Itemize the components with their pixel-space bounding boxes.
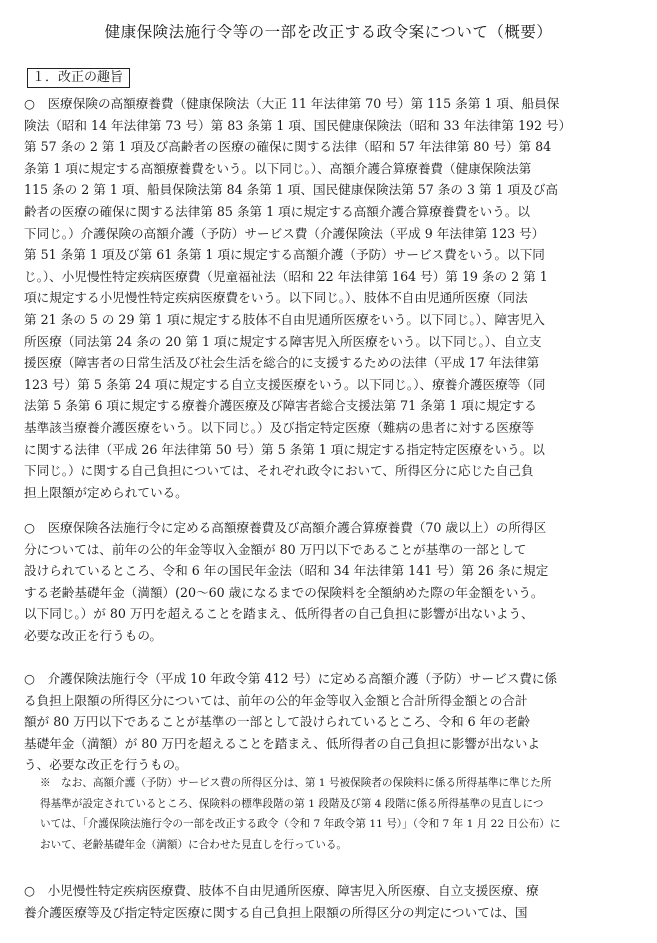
note-block	[40, 773, 630, 855]
paragraph-4	[24, 880, 632, 923]
paragraph-2-line: 以下同じ。）が 80 万円を超えることを踏まえ、低所得者の自己負担に影響が出ないよう、	[24, 606, 534, 622]
paragraph-1-line: 項に規定する小児慢性特定疾病医療費をいう。以下同じ。）、肢体不自由児通所医療（同法	[24, 290, 528, 306]
note-line: 得基準が設定されているところ、保険料の標準段階の第 1 段階及び第 4 段階に係る所得基準の見直しにつ	[40, 797, 544, 810]
paragraph-2-line: する老齢基礎年金（満額）(20～60 歳になるまでの保険料を全額納めた際の年金額をいう。	[24, 584, 544, 600]
paragraph-1-line: 法第 5 条第 6 項に規定する療養介護医療及び障害者総合支援法第 71 条第 1 項に規定する	[24, 398, 537, 414]
paragraph-1-line: 第 51 条第 1 項及び第 61 条第 1 項に規定する高額介護（予防）サービス費をいう。以下同	[24, 247, 545, 263]
paragraph-2-line: 設けられているところ、令和 6 年の国民年金法（昭和 34 年法律第 141 号）第 26 条に規定	[24, 563, 549, 579]
paragraph-1-line: じ。）、小児慢性特定疾病医療費（児童福祉法（昭和 22 年法律第 164 号）第 19 条の 2 第 1	[24, 268, 548, 284]
paragraph-1-line: 齢者の医療の確保に関する法律第 85 条第 1 項に規定する高額介護合算療養費をいう。以	[24, 203, 531, 219]
paragraph-1-line: に関する法律（平成 26 年法律第 50 号）第 5 条第 1 項に規定する指定特定医療をいう。以	[24, 441, 545, 457]
paragraph-1-line: 担上限額が定められている。	[24, 484, 188, 500]
paragraph-1	[24, 93, 632, 503]
paragraph-1-line: 基準該当療養介護医療をいう。以下同じ。）及び指定特定医療（難病の患者に対する医療等	[24, 419, 535, 435]
paragraph-3-line: 基礎年金（満額）が 80 万円を超えることを踏まえ、低所得者の自己負担に影響が出ないよ	[24, 735, 540, 751]
paragraph-1-line: 険法（昭和 14 年法律第 73 号）第 83 条第 1 項、国民健康保険法（昭和 33 年法律第 192 号）	[24, 117, 572, 133]
note-line: ※ なお、高額介護（予防）サービス費の所得区分は、第 1 号被保険者の保険料に係る所得基準に準じた所	[40, 777, 552, 789]
paragraph-4-line: 養介護医療等及び指定特定医療に関する自己負担上限額の所得区分の判定については、国	[24, 904, 528, 920]
paragraph-1-line: 所医療（同法第 24 条の 20 第 1 項に規定する障害児入所医療をいう。以下同じ。）、自立支	[24, 333, 542, 349]
paragraph-3-line: る負担上限額の所得区分については、前年の公的年金等収入金額と合計所得金額との合計	[24, 692, 528, 708]
paragraph-1-line: 115 条の 2 第 1 項、船員保険法第 84 条第 1 項、国民健康保険法第 57 条の 3 第 1 項及び高	[24, 182, 559, 198]
paragraph-2	[24, 517, 632, 647]
note-line: おいて、老齢基礎年金（満額）に合わせた見直しを行っている。	[40, 838, 348, 851]
paragraph-1-line: 下同じ。）介護保険の高額介護（予防）サービス費（介護保険法（平成 9 年法律第 123 号）	[24, 225, 545, 241]
paragraph-1-line: 条第 1 項に規定する高額療養費をいう。以下同じ。）、高額介護合算療養費（健康保険法第	[24, 160, 532, 176]
paragraph-1-line: 123 号）第 5 条第 24 項に規定する自立支援医療をいう。以下同じ。）、療養介護医療等（同	[24, 376, 546, 392]
paragraph-1-line: 第 57 条の 2 第 1 項及び高齢者の医療の確保に関する法律（昭和 57 年法律第 80 号）第 84	[24, 139, 552, 155]
paragraph-1-line: 下同じ。）に関する自己負担については、それぞれ政令において、所得区分に応じた自己負	[24, 463, 534, 479]
paragraph-3	[24, 668, 632, 776]
paragraph-2-line: 分については、前年の公的年金等収入金額が 80 万円以下であることが基準の一部として	[24, 541, 527, 557]
paragraph-4-line: ○ 小児慢性特定疾病医療費、肢体不自由児通所医療、障害児入所医療、自立支援医療、療	[24, 883, 539, 898]
paragraph-2-line: 必要な改正を行うもの。	[24, 627, 163, 643]
paragraph-3-line: う、必要な改正を行うもの。	[24, 757, 188, 773]
note-line: いては、「介護保険法施行令の一部を改正する政令（令和 7 年政令第 11 号）」（令和 7 年 1 月 22 日公布）に	[40, 818, 561, 831]
paragraph-3-line: 額が 80 万円以下であることが基準の一部として設けられているところ、令和 6 年の老齢	[24, 714, 531, 730]
document-title: 健康保険法施行令等の一部を改正する政令案について（概要）	[104, 23, 553, 41]
paragraph-1-line: ○ 医療保険の高額療養費（健康保険法（大正 11 年法律第 70 号）第 115 条第 1 項、船員保	[24, 96, 560, 111]
section-heading: １．改正の趣旨	[27, 68, 130, 88]
paragraph-2-line: ○ 医療保険各法施行令に定める高額療養費及び高額介護合算療養費（70 歳以上）の所得区	[24, 520, 547, 535]
paragraph-1-line: 第 21 条の 5 の 29 第 1 項に規定する肢体不自由児通所医療をいう。以下同じ。）、障害児入	[24, 311, 545, 327]
paragraph-1-line: 援医療（障害者の日常生活及び社会生活を総合的に支援するための法律（平成 17 年法律第	[24, 355, 540, 371]
paragraph-3-line: ○ 介護保険法施行令（平成 10 年政令第 412 号）に定める高額介護（予防）サービス費に係	[24, 671, 558, 686]
